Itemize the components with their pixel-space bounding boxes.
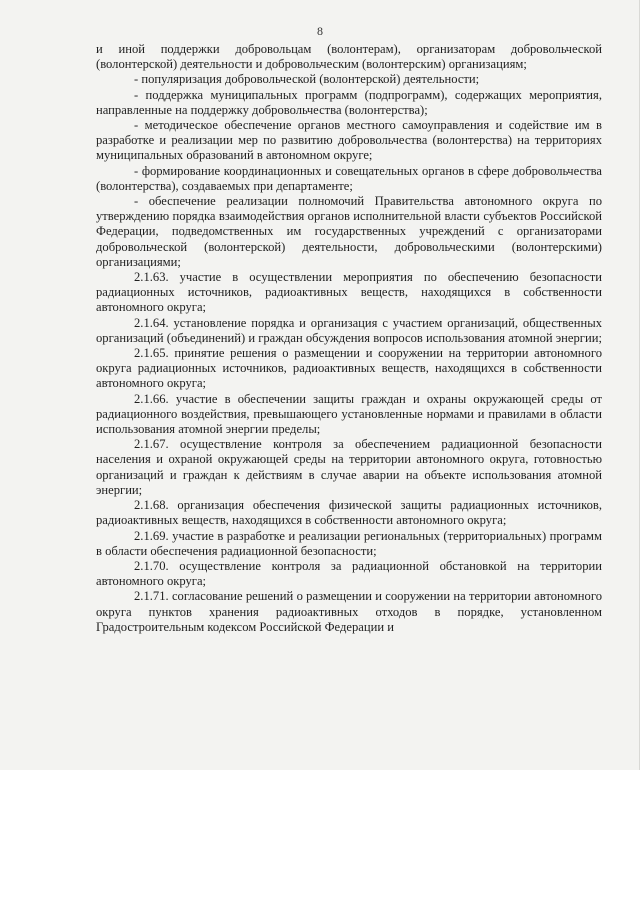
paragraph-2-1-67: 2.1.67. осуществление контроля за обеспечением радиационной безопасности населения и охраной окружающей среды на территории автономного округа, готовностью организаций и граждан к действиям в случае аварии на объекте использования атомной энергии; [96,437,602,497]
paragraph-2-1-66: 2.1.66. участие в обеспечении защиты граждан и охраны окружающей среды от радиационного воздействия, превышающего установленные нормами и правилами в области использования атомной энергии пределы; [96,391,602,437]
paragraph-2-1-69: 2.1.69. участие в разработке и реализации региональных (территориальных) программ в области обеспечения радиационной безопасности; [96,528,602,558]
paragraph-2-1-63: 2.1.63. участие в осуществлении мероприятия по обеспечению безопасности радиационных источников, радиоактивных веществ, находящихся в собственности автономного округа; [96,270,602,315]
page-number: 8 [317,24,323,38]
paragraph-2-1-70: 2.1.70. осуществление контроля за радиационной обстановкой на территории автономного округа; [96,558,602,589]
list-item: - методическое обеспечение органов местного самоуправления и содействие им в разработке и реализации мер по развитию добровольчества (волонтерства) на территориях муниципальных образований в автономном округе; [96,118,602,163]
paragraph-2-1-65: 2.1.65. принятие решения о размещении и сооружении на территории автономного округа радиационных источников, радиоактивных веществ, находящихся в собственности автономного округа; [96,346,602,391]
list-item: - популяризация добровольческой (волонтерской) деятельности; [134,72,480,87]
paragraph-2-1-68: 2.1.68. организация обеспечения физической защиты радиационных источников, радиоактивных веществ, находящихся в собственности автономного округа; [96,498,602,528]
list-item: - поддержка муниципальных программ (подпрограмм), содержащих мероприятия, направленные на поддержку добровольчества (волонтерства); [96,87,602,117]
list-item: - формирование координационных и совещательных органов в сфере добровольчества (волонтерства), создаваемых при департаменте; [96,163,602,193]
paragraph-2-1-64: 2.1.64. установление порядка и организация с участием организаций, общественных организаций (объединений) и граждан обсуждения вопросов использования атомной энергии; [96,315,602,345]
document-body [96,42,602,635]
paragraph: и иной поддержки добровольцам (волонтерам), организаторам добровольческой (волонтерской) деятельности и добровольческим (волонтерским) организациям; [96,42,602,72]
blank-area [0,770,640,905]
list-item: - обеспечение реализации полномочий Правительства автономного округа по утверждению порядка взаимодействия органов исполнительной власти субъектов Российской Федерации, подведомственных им государственных учреждений с организаторами добровольческой (волонтерской) деятельности, добровольческими (волонтерскими) организациями; [96,194,602,269]
paragraph-2-1-71: 2.1.71. согласование решений о размещении и сооружении на территории автономного округа пунктов хранения радиоактивных отходов в порядке, установленном Градостроительным кодексом Российской Федерации и [96,589,602,634]
